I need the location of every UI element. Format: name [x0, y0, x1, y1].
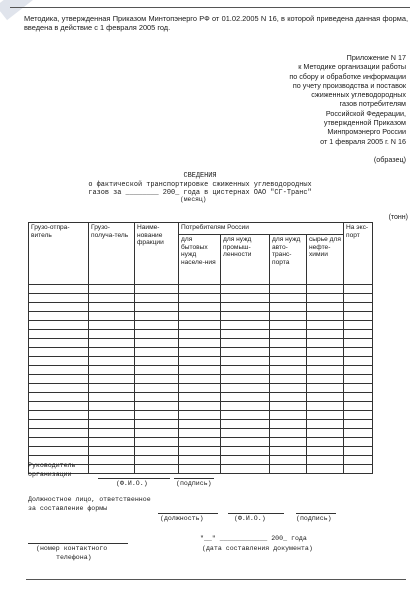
table-cell[interactable] — [29, 429, 89, 438]
table-row — [29, 294, 373, 303]
title-line: о фактической транспортировке сжиженных углеводородных — [88, 180, 312, 189]
table-cell[interactable] — [221, 303, 270, 312]
table-cell[interactable] — [89, 375, 135, 384]
table-cell[interactable] — [89, 420, 135, 429]
table-cell[interactable] — [307, 465, 344, 474]
table-row — [29, 438, 373, 447]
table-cell[interactable] — [270, 402, 307, 411]
table-cell[interactable] — [29, 339, 89, 348]
table-cell[interactable] — [179, 465, 221, 474]
table-cell[interactable] — [29, 438, 89, 447]
table-cell[interactable] — [179, 375, 221, 384]
table-cell[interactable] — [29, 312, 89, 321]
table-cell[interactable] — [89, 357, 135, 366]
table-cell[interactable] — [344, 375, 373, 384]
table-row — [29, 465, 373, 474]
official-signature-line[interactable] — [296, 513, 336, 514]
header-transport: для нужд авто-транс-порта — [270, 235, 307, 285]
table-cell[interactable] — [179, 438, 221, 447]
table-cell[interactable] — [89, 456, 135, 465]
table-cell[interactable] — [344, 402, 373, 411]
table-cell[interactable] — [270, 321, 307, 330]
table-cell[interactable] — [307, 312, 344, 321]
table-cell[interactable] — [29, 411, 89, 420]
table-row — [29, 384, 373, 393]
appendix-line: газов потребителям — [339, 99, 406, 109]
table-cell[interactable] — [89, 366, 135, 375]
head-fio-line[interactable] — [98, 478, 170, 479]
table-cell[interactable] — [344, 339, 373, 348]
table-cell[interactable] — [344, 366, 373, 375]
document-title — [40, 172, 360, 198]
table-cell[interactable] — [270, 456, 307, 465]
table-cell[interactable] — [344, 429, 373, 438]
table-cell[interactable] — [344, 447, 373, 456]
table-cell[interactable] — [270, 438, 307, 447]
table-cell[interactable] — [307, 375, 344, 384]
appendix-line: от 1 февраля 2005 г. N 16 — [320, 136, 406, 146]
table-cell[interactable] — [179, 420, 221, 429]
table-cell[interactable] — [29, 285, 89, 294]
table-cell[interactable] — [179, 330, 221, 339]
table-cell[interactable] — [221, 465, 270, 474]
table-cell[interactable] — [344, 294, 373, 303]
table-cell[interactable] — [307, 402, 344, 411]
table-cell[interactable] — [135, 438, 179, 447]
table-row — [29, 348, 373, 357]
bottom-divider — [26, 579, 406, 580]
table-cell[interactable] — [270, 447, 307, 456]
title-line: газов за ________ 200_ года в цистернах ОАО "СГ-Транс" — [88, 189, 312, 198]
table-cell[interactable] — [270, 411, 307, 420]
table-cell[interactable] — [179, 312, 221, 321]
table-cell[interactable] — [221, 456, 270, 465]
table-cell[interactable] — [135, 429, 179, 438]
table-cell[interactable] — [344, 411, 373, 420]
head-label: Руководитель — [28, 462, 76, 469]
official-position-caption: (должность) — [160, 515, 204, 522]
table-cell[interactable] — [179, 384, 221, 393]
table-cell[interactable] — [89, 303, 135, 312]
top-divider — [10, 7, 410, 8]
table-cell[interactable] — [135, 303, 179, 312]
table-row — [29, 285, 373, 294]
table-cell[interactable] — [307, 420, 344, 429]
table-cell[interactable] — [179, 339, 221, 348]
date-caption: (дата составления документа) — [202, 545, 313, 552]
table-row — [29, 330, 373, 339]
header-industry: для нужд промыш-ленности — [221, 235, 270, 285]
table-cell[interactable] — [89, 429, 135, 438]
table-cell[interactable] — [89, 330, 135, 339]
date-line: "__" ____________ 200_ года — [200, 535, 307, 542]
official-label: Должностное лицо, ответственное — [28, 496, 151, 503]
table-cell[interactable] — [29, 321, 89, 330]
table-cell[interactable] — [344, 384, 373, 393]
table-cell[interactable] — [270, 303, 307, 312]
table-cell[interactable] — [270, 393, 307, 402]
table-cell[interactable] — [221, 366, 270, 375]
table-cell[interactable] — [307, 384, 344, 393]
table-cell[interactable] — [179, 366, 221, 375]
table-cell[interactable] — [221, 393, 270, 402]
table-row — [29, 321, 373, 330]
table-cell[interactable] — [344, 456, 373, 465]
table-cell[interactable] — [344, 438, 373, 447]
intro-note: Методика, утвержденная Приказом Минтопэнерго РФ от 01.02.2005 N 16, в которой приведена данная форма, введена в действие с 1 февраля 2005 год. — [24, 14, 408, 33]
table-cell[interactable] — [221, 429, 270, 438]
header-shipper: Грузо-отпра-витель — [29, 223, 89, 285]
appendix-line: по сбору и обработке информации — [289, 71, 406, 81]
table-cell[interactable] — [270, 294, 307, 303]
table-cell[interactable] — [29, 375, 89, 384]
table-row — [29, 366, 373, 375]
table-cell[interactable] — [179, 348, 221, 357]
table-cell[interactable] — [135, 456, 179, 465]
official-signature-caption: (подпись) — [296, 515, 332, 522]
table-cell[interactable] — [135, 402, 179, 411]
table-cell[interactable] — [29, 357, 89, 366]
appendix-block — [236, 53, 406, 146]
table-cell[interactable] — [307, 339, 344, 348]
head-signature-line[interactable] — [174, 478, 214, 479]
table-cell[interactable] — [221, 357, 270, 366]
table-cell[interactable] — [89, 438, 135, 447]
appendix-line: Российской Федерации, — [325, 108, 406, 118]
table-cell[interactable] — [179, 294, 221, 303]
title-heading: СВЕДЕНИЯ — [183, 172, 217, 180]
table-cell[interactable] — [135, 393, 179, 402]
table-cell[interactable] — [29, 330, 89, 339]
table-cell[interactable] — [270, 357, 307, 366]
table-cell[interactable] — [270, 285, 307, 294]
table-cell[interactable] — [270, 348, 307, 357]
table-cell[interactable] — [29, 447, 89, 456]
table-cell[interactable] — [179, 303, 221, 312]
table-cell[interactable] — [221, 447, 270, 456]
phone-caption-2: телефона) — [56, 554, 92, 561]
official-label-2: за составление формы — [28, 505, 108, 512]
table-cell[interactable] — [307, 294, 344, 303]
table-cell[interactable] — [135, 357, 179, 366]
appendix-line: по учету производства и поставок — [292, 80, 406, 90]
table-cell[interactable] — [307, 411, 344, 420]
table-cell[interactable] — [270, 384, 307, 393]
table-row — [29, 375, 373, 384]
head-label-org: организации — [28, 471, 72, 478]
table-cell[interactable] — [221, 330, 270, 339]
table-cell[interactable] — [344, 303, 373, 312]
table-cell[interactable] — [89, 339, 135, 348]
table-cell[interactable] — [344, 330, 373, 339]
table-cell[interactable] — [344, 393, 373, 402]
table-cell[interactable] — [135, 465, 179, 474]
unit-label: (тонн) — [388, 214, 408, 221]
table-cell[interactable] — [307, 456, 344, 465]
table-row — [29, 357, 373, 366]
table-cell[interactable] — [307, 330, 344, 339]
table-cell[interactable] — [29, 402, 89, 411]
table-cell[interactable] — [221, 411, 270, 420]
table-cell[interactable] — [89, 348, 135, 357]
table-cell[interactable] — [179, 411, 221, 420]
table-row — [29, 429, 373, 438]
table-cell[interactable] — [135, 447, 179, 456]
table-cell[interactable] — [307, 393, 344, 402]
header-export: На экс-порт — [344, 223, 373, 285]
table-cell[interactable] — [270, 429, 307, 438]
table-cell[interactable] — [270, 375, 307, 384]
report-table — [28, 222, 373, 474]
phone-line[interactable] — [28, 543, 128, 544]
table-cell[interactable] — [135, 339, 179, 348]
appendix-line: утвержденной Приказом — [323, 118, 406, 128]
table-cell[interactable] — [344, 285, 373, 294]
table-cell[interactable] — [135, 384, 179, 393]
header-fraction: Наиме-нование фракции — [135, 223, 179, 285]
table-cell[interactable] — [89, 384, 135, 393]
table-cell[interactable] — [179, 285, 221, 294]
table-cell[interactable] — [89, 411, 135, 420]
table-cell[interactable] — [270, 339, 307, 348]
table-cell[interactable] — [29, 294, 89, 303]
table-cell[interactable] — [29, 366, 89, 375]
table-cell[interactable] — [307, 321, 344, 330]
table-cell[interactable] — [179, 393, 221, 402]
table-cell[interactable] — [307, 447, 344, 456]
table-cell[interactable] — [135, 294, 179, 303]
table-cell[interactable] — [221, 438, 270, 447]
table-row — [29, 447, 373, 456]
table-cell[interactable] — [307, 303, 344, 312]
table-cell[interactable] — [89, 312, 135, 321]
table-cell[interactable] — [29, 348, 89, 357]
table-cell[interactable] — [307, 438, 344, 447]
table-row — [29, 420, 373, 429]
table-cell[interactable] — [135, 312, 179, 321]
table-cell[interactable] — [29, 384, 89, 393]
official-position-line[interactable] — [158, 513, 218, 514]
table-cell[interactable] — [179, 456, 221, 465]
month-hint: (месяц) — [180, 196, 207, 203]
table-cell[interactable] — [89, 294, 135, 303]
table-cell[interactable] — [179, 402, 221, 411]
table-row — [29, 303, 373, 312]
official-fio-caption: (Ф.И.О.) — [234, 515, 266, 522]
table-cell[interactable] — [307, 429, 344, 438]
table-row — [29, 456, 373, 465]
table-cell[interactable] — [179, 447, 221, 456]
table-cell[interactable] — [29, 303, 89, 312]
header-receiver: Грузо-получа-тель — [89, 223, 135, 285]
table-cell[interactable] — [29, 420, 89, 429]
table-cell[interactable] — [270, 330, 307, 339]
table-cell[interactable] — [89, 402, 135, 411]
header-household: для бытовых нужд населе-ния — [179, 235, 221, 285]
table-row — [29, 402, 373, 411]
table-cell[interactable] — [179, 357, 221, 366]
appendix-line: сжиженных углеводородных — [311, 90, 406, 100]
table-cell[interactable] — [221, 321, 270, 330]
table-row — [29, 312, 373, 321]
table-cell[interactable] — [344, 420, 373, 429]
table-cell[interactable] — [135, 285, 179, 294]
header-consumers: Потребителям России — [179, 223, 344, 235]
table-row — [29, 411, 373, 420]
table-cell[interactable] — [307, 366, 344, 375]
table-cell[interactable] — [270, 465, 307, 474]
table-cell[interactable] — [89, 285, 135, 294]
table-cell[interactable] — [135, 366, 179, 375]
table-cell[interactable] — [270, 420, 307, 429]
table-cell[interactable] — [221, 348, 270, 357]
table-row — [29, 393, 373, 402]
table-cell[interactable] — [307, 348, 344, 357]
table-cell[interactable] — [221, 384, 270, 393]
table-cell[interactable] — [221, 285, 270, 294]
header-petrochem: сырье для нефте-химии — [307, 235, 344, 285]
table-cell[interactable] — [270, 366, 307, 375]
appendix-line: Приложение N 17 — [346, 53, 406, 62]
table-row — [29, 339, 373, 348]
table-cell[interactable] — [344, 321, 373, 330]
table-cell[interactable] — [89, 465, 135, 474]
appendix-line: Минпромэнерго России — [327, 127, 406, 137]
table-cell[interactable] — [344, 465, 373, 474]
table-cell[interactable] — [135, 348, 179, 357]
table-cell[interactable] — [89, 321, 135, 330]
table-cell[interactable] — [344, 348, 373, 357]
phone-caption: (номер контактного — [36, 545, 108, 552]
appendix-line: к Методике организации работы — [298, 62, 406, 72]
table-cell[interactable] — [29, 393, 89, 402]
table-cell[interactable] — [221, 294, 270, 303]
official-fio-line[interactable] — [228, 513, 284, 514]
table-cell[interactable] — [179, 321, 221, 330]
table-cell[interactable] — [221, 402, 270, 411]
table-cell[interactable] — [344, 312, 373, 321]
table-cell[interactable] — [307, 285, 344, 294]
table-cell[interactable] — [135, 330, 179, 339]
table-cell[interactable] — [89, 447, 135, 456]
table-cell[interactable] — [221, 312, 270, 321]
table-cell[interactable] — [135, 420, 179, 429]
head-fio-caption: (Ф.И.О.) — [116, 480, 148, 487]
sample-label: (образец) — [373, 155, 406, 164]
table-cell[interactable] — [307, 357, 344, 366]
table-cell[interactable] — [344, 357, 373, 366]
table-cell[interactable] — [135, 321, 179, 330]
table-cell[interactable] — [179, 429, 221, 438]
table-cell[interactable] — [221, 375, 270, 384]
table-cell[interactable] — [135, 411, 179, 420]
table-cell[interactable] — [135, 375, 179, 384]
table-cell[interactable] — [221, 420, 270, 429]
head-signature-caption: (подпись) — [176, 480, 212, 487]
table-cell[interactable] — [270, 312, 307, 321]
table-cell[interactable] — [89, 393, 135, 402]
table-cell[interactable] — [221, 339, 270, 348]
